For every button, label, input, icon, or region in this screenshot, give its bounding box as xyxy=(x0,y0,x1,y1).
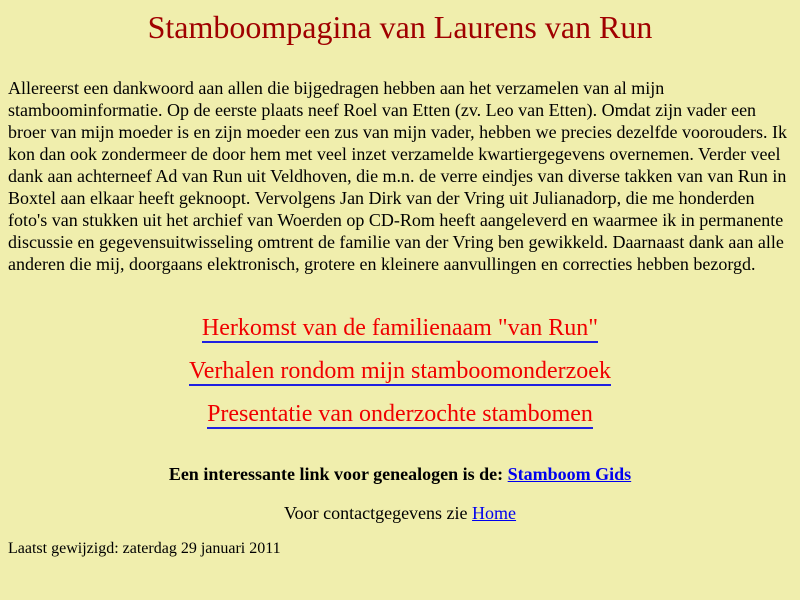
acknowledgement-paragraph: Allereerst een dankwoord aan allen die bijgedragen hebben aan het verzamelen van al mijn stamboominformatie. Op de eerste plaats neef Roel van Etten (zv. Leo van Etten). Omdat zijn vader een broer van mijn moeder is en zijn moeder een zus van mijn vader, hebben we precies dezelfde voorouders. Ik kon dan ook zondermeer de door hem met veel inzet verzamelde kwartiergegevens overnemen. Verder veel dank aan achterneef Ad van Run uit Veldhoven, die m.n. de verre eindjes van diverse takken van van Run in Boxtel aan elkaar heeft geknoopt. Vervolgens Jan Dirk van der Vring uit Julianadorp, die me honderden foto's van stukken uit het archief van Woerden op CD-Rom heeft aangeleverd en waarmee ik in permanente discussie en gegevensuitwisseling omtrent de familie van der Vring ben gewikkeld. Daarnaast dank aan alle anderen die mij, doorgaans elektronisch, grotere en kleinere aanvullingen en correcties hebben bezorgd. xyxy=(8,78,787,274)
nav-item-origin xyxy=(0,314,800,342)
genealogy-link-line xyxy=(0,463,800,485)
link-research-stories[interactable]: Verhalen rondom mijn stamboomonderzoek xyxy=(189,358,611,384)
link-stamboom-gids[interactable]: Stamboom Gids xyxy=(507,464,632,484)
genealogy-link-text: Een interessante link voor genealogen is de: xyxy=(168,464,508,484)
link-family-name-origin[interactable]: Herkomst van de familienaam "van Run" xyxy=(201,315,599,341)
link-family-trees[interactable]: Presentatie van onderzochte stambomen xyxy=(207,401,593,427)
page-title: Stamboompagina van Laurens van Run xyxy=(147,9,653,45)
last-modified-text: Laatst gewijzigd: zaterdag 29 januari 2011 xyxy=(8,540,281,557)
link-home[interactable]: Home xyxy=(472,503,517,523)
contact-line xyxy=(0,502,800,524)
nav-item-stories xyxy=(0,357,800,385)
nav-item-trees xyxy=(0,400,800,428)
contact-text: Voor contactgegevens zie xyxy=(283,503,473,523)
